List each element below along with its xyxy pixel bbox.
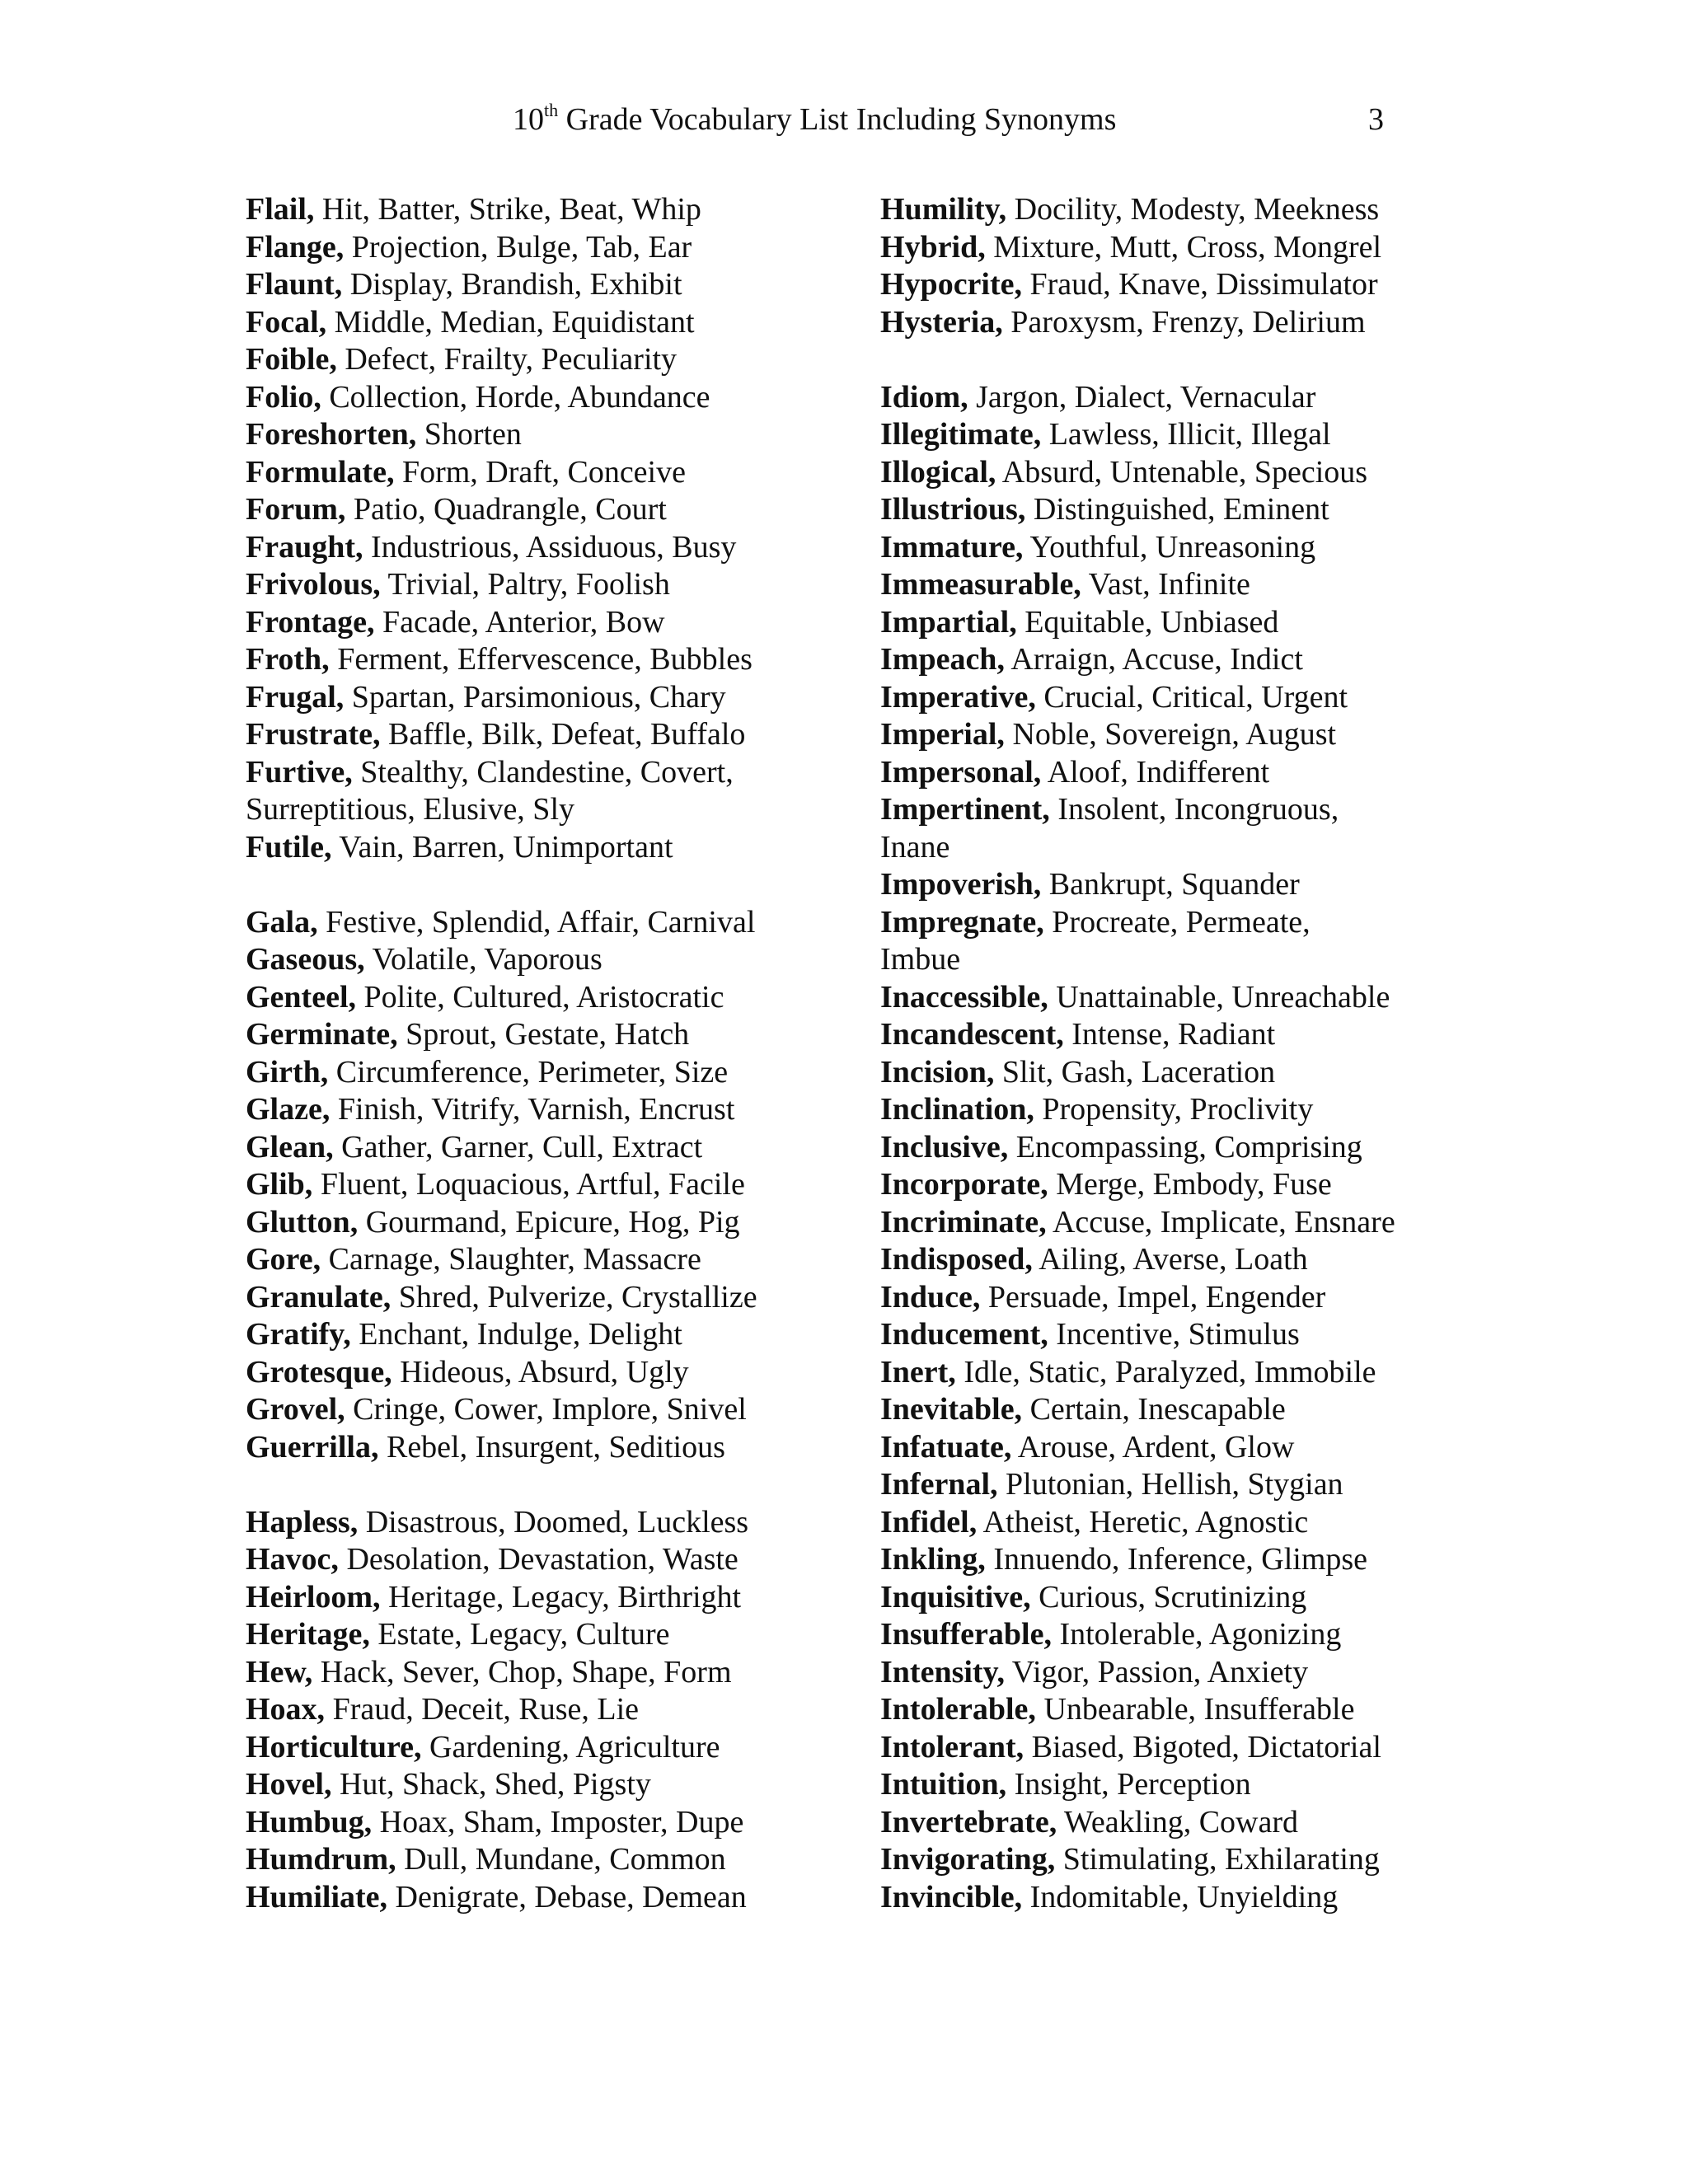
vocab-entry bbox=[880, 1879, 1457, 1917]
vocab-synonyms: Dull, Mundane, Common bbox=[396, 1842, 726, 1877]
vocab-entry bbox=[880, 379, 1457, 417]
vocab-synonyms: Equitable, Unbiased bbox=[1016, 604, 1279, 640]
vocab-synonyms: Lawless, Illicit, Illegal bbox=[1041, 417, 1331, 452]
vocab-term: Infatuate, bbox=[880, 1429, 1012, 1465]
vocab-term: Formulate, bbox=[246, 454, 395, 490]
vocab-term: Foreshorten, bbox=[246, 417, 417, 452]
vocab-entry bbox=[246, 641, 823, 679]
vocab-synonyms: Enchant, Indulge, Delight bbox=[350, 1317, 682, 1352]
title-rest: Grade Vocabulary List Including Synonyms bbox=[558, 102, 1117, 137]
vocab-entry bbox=[246, 1541, 823, 1579]
vocab-term: Glutton, bbox=[246, 1204, 359, 1240]
vocab-term: Intensity, bbox=[880, 1654, 1005, 1690]
vocab-term: Flail, bbox=[246, 192, 315, 227]
vocab-synonyms: Unattainable, Unreachable bbox=[1048, 979, 1390, 1015]
vocab-term: Frontage, bbox=[246, 604, 375, 640]
vocab-synonyms: Fluent, Loquacious, Artful, Facile bbox=[312, 1167, 745, 1202]
vocab-entry bbox=[880, 529, 1457, 567]
vocab-synonyms: Youthful, Unreasoning bbox=[1023, 529, 1316, 565]
vocab-entry bbox=[246, 979, 823, 1017]
vocab-term: Inclination, bbox=[880, 1092, 1034, 1127]
vocab-entry bbox=[246, 1354, 823, 1392]
vocab-entry bbox=[246, 416, 823, 454]
vocab-entry bbox=[880, 679, 1457, 717]
vocab-entry bbox=[246, 1316, 823, 1354]
vocab-term: Infernal, bbox=[880, 1467, 998, 1502]
vocab-synonyms: Slit, Gash, Laceration bbox=[994, 1054, 1276, 1090]
vocab-synonyms: Vain, Barren, Unimportant bbox=[331, 829, 673, 865]
vocab-synonyms: Docility, Modesty, Meekness bbox=[1006, 192, 1380, 227]
vocab-entry bbox=[246, 1279, 823, 1317]
vocab-synonyms: Inane bbox=[880, 829, 950, 865]
right-column bbox=[880, 191, 1457, 1916]
vocab-term: Hoax, bbox=[246, 1692, 326, 1727]
vocab-entry bbox=[246, 1054, 823, 1092]
vocab-term: Insufferable, bbox=[880, 1617, 1052, 1652]
vocab-synonyms: Innuendo, Inference, Glimpse bbox=[985, 1542, 1368, 1577]
vocab-synonyms: Mixture, Mutt, Cross, Mongrel bbox=[985, 229, 1382, 265]
vocab-entry bbox=[880, 191, 1457, 229]
vocab-term: Immeasurable, bbox=[880, 567, 1081, 602]
vocab-synonyms: Hoax, Sham, Imposter, Dupe bbox=[372, 1804, 744, 1840]
vocab-synonyms: Form, Draft, Conceive bbox=[394, 454, 686, 490]
vocab-synonyms: Hut, Shack, Shed, Pigsty bbox=[331, 1767, 651, 1802]
vocab-entry bbox=[246, 1429, 823, 1467]
vocab-entry bbox=[246, 304, 823, 342]
vocab-synonyms: Heritage, Legacy, Birthright bbox=[380, 1579, 742, 1615]
vocab-entry bbox=[880, 1354, 1457, 1392]
vocab-synonyms: Shorten bbox=[416, 417, 522, 452]
vocab-term: Frugal, bbox=[246, 679, 345, 715]
vocab-synonyms: Facade, Anterior, Bow bbox=[374, 604, 665, 640]
title-superscript: th bbox=[544, 100, 559, 120]
vocab-synonyms: Aloof, Indifferent bbox=[1041, 754, 1270, 790]
vocab-term: Impartial, bbox=[880, 604, 1017, 640]
vocab-synonyms: Paroxysm, Frenzy, Delirium bbox=[1002, 304, 1366, 340]
vocab-entry bbox=[246, 1129, 823, 1167]
vocab-entry bbox=[880, 791, 1457, 829]
vocab-entry bbox=[880, 1129, 1457, 1167]
vocab-term: Glaze, bbox=[246, 1092, 331, 1127]
vocab-synonyms: Festive, Splendid, Affair, Carnival bbox=[317, 904, 756, 940]
vocab-synonyms: Hack, Sever, Chop, Shape, Form bbox=[312, 1654, 732, 1690]
vocab-entry bbox=[880, 904, 1457, 942]
vocab-term: Humiliate, bbox=[246, 1879, 388, 1915]
vocab-synonyms: Intolerable, Agonizing bbox=[1051, 1617, 1342, 1652]
vocab-synonyms: Intense, Radiant bbox=[1063, 1017, 1276, 1052]
vocab-synonyms: Trivial, Paltry, Foolish bbox=[380, 567, 670, 602]
vocab-entry bbox=[880, 1391, 1457, 1429]
vocab-entry bbox=[246, 1729, 823, 1767]
vocab-entry bbox=[880, 754, 1457, 792]
vocab-entry bbox=[246, 1579, 823, 1617]
vocab-term: Futile, bbox=[246, 829, 332, 865]
vocab-entry bbox=[880, 1504, 1457, 1542]
vocab-term: Hew, bbox=[246, 1654, 313, 1690]
spacer bbox=[246, 866, 823, 904]
vocab-entry bbox=[880, 716, 1457, 754]
vocab-synonyms: Shred, Pulverize, Crystallize bbox=[391, 1279, 757, 1315]
vocab-term: Idiom, bbox=[880, 379, 968, 415]
vocab-synonyms: Atheist, Heretic, Agnostic bbox=[977, 1504, 1309, 1540]
vocab-entry bbox=[246, 1654, 823, 1692]
vocab-term: Incriminate, bbox=[880, 1204, 1047, 1240]
vocab-term: Flange, bbox=[246, 229, 345, 265]
vocab-term: Impoverish, bbox=[880, 867, 1042, 902]
vocab-term: Furtive, bbox=[246, 754, 353, 790]
vocab-term: Glib, bbox=[246, 1167, 313, 1202]
vocab-synonyms: Vigor, Passion, Anxiety bbox=[1004, 1654, 1309, 1690]
vocab-entry bbox=[246, 1241, 823, 1279]
vocab-entry bbox=[880, 1466, 1457, 1504]
vocab-entry bbox=[880, 1804, 1457, 1842]
vocab-entry bbox=[880, 1766, 1457, 1804]
vocab-synonyms: Hideous, Absurd, Ugly bbox=[392, 1354, 689, 1390]
vocab-entry bbox=[246, 529, 823, 567]
vocab-term: Heirloom, bbox=[246, 1579, 381, 1615]
vocab-entry bbox=[880, 1541, 1457, 1579]
vocab-synonyms: Surreptitious, Elusive, Sly bbox=[246, 792, 574, 827]
vocab-entry bbox=[880, 566, 1457, 604]
vocab-synonyms: Biased, Bigoted, Dictatorial bbox=[1024, 1729, 1381, 1765]
vocab-term: Girth, bbox=[246, 1054, 329, 1090]
vocab-term: Incandescent, bbox=[880, 1017, 1064, 1052]
vocab-term: Gratify, bbox=[246, 1317, 351, 1352]
vocab-term: Foible, bbox=[246, 342, 337, 377]
vocab-entry bbox=[880, 604, 1457, 642]
vocab-synonyms: Stimulating, Exhilarating bbox=[1055, 1842, 1380, 1877]
vocab-term: Inaccessible, bbox=[880, 979, 1048, 1015]
vocab-entry bbox=[246, 229, 823, 267]
vocab-term: Horticulture, bbox=[246, 1729, 422, 1765]
vocab-term: Froth, bbox=[246, 642, 330, 677]
vocab-synonyms: Baffle, Bilk, Defeat, Buffalo bbox=[380, 717, 746, 752]
vocab-synonyms: Carnage, Slaughter, Massacre bbox=[321, 1242, 701, 1277]
vocab-entry bbox=[246, 566, 823, 604]
title-prefix: 10 bbox=[513, 102, 544, 137]
vocab-entry bbox=[246, 754, 823, 792]
vocab-synonyms: Gardening, Agriculture bbox=[421, 1729, 720, 1765]
vocab-term: Intuition, bbox=[880, 1767, 1007, 1802]
vocab-term: Havoc, bbox=[246, 1542, 339, 1577]
vocab-term: Hovel, bbox=[246, 1767, 332, 1802]
vocab-term: Indisposed, bbox=[880, 1242, 1033, 1277]
vocab-entry bbox=[246, 1391, 823, 1429]
vocab-term: Induce, bbox=[880, 1279, 981, 1315]
vocab-synonyms: Disastrous, Doomed, Luckless bbox=[358, 1504, 749, 1540]
vocab-entry bbox=[880, 1691, 1457, 1729]
vocab-synonyms: Denigrate, Debase, Demean bbox=[387, 1879, 747, 1915]
page-header bbox=[0, 95, 1688, 144]
vocab-synonyms: Rebel, Insurgent, Seditious bbox=[378, 1429, 725, 1465]
vocab-synonyms: Ailing, Averse, Loath bbox=[1032, 1242, 1308, 1277]
vocab-entry bbox=[880, 1579, 1457, 1617]
vocab-term: Hybrid, bbox=[880, 229, 986, 265]
vocab-entry bbox=[880, 266, 1457, 304]
vocab-entry bbox=[880, 1091, 1457, 1129]
vocab-entry bbox=[246, 191, 823, 229]
vocab-synonyms: Desolation, Devastation, Waste bbox=[338, 1542, 738, 1577]
vocab-term: Gala, bbox=[246, 904, 318, 940]
vocab-entry bbox=[880, 1016, 1457, 1054]
vocab-term: Gore, bbox=[246, 1242, 321, 1277]
vocab-synonyms: Incentive, Stimulus bbox=[1048, 1317, 1300, 1352]
vocab-entry bbox=[880, 1429, 1457, 1467]
vocab-term: Germinate, bbox=[246, 1017, 398, 1052]
vocab-term: Intolerant, bbox=[880, 1729, 1025, 1765]
vocab-synonyms: Idle, Static, Paralyzed, Immobile bbox=[955, 1354, 1376, 1390]
vocab-entry bbox=[246, 1504, 823, 1542]
vocab-entry bbox=[880, 1279, 1457, 1317]
vocab-term: Fraught, bbox=[246, 529, 363, 565]
vocab-entry bbox=[246, 1166, 823, 1204]
vocab-term: Inducement, bbox=[880, 1317, 1048, 1352]
left-column bbox=[246, 191, 823, 1916]
vocab-entry bbox=[246, 1879, 823, 1917]
vocab-entry bbox=[880, 1316, 1457, 1354]
vocab-synonyms: Middle, Median, Equidistant bbox=[326, 304, 695, 340]
vocab-entry bbox=[246, 1204, 823, 1242]
vocab-synonyms: Imbue bbox=[880, 942, 961, 977]
vocab-entry bbox=[880, 1204, 1457, 1242]
vocab-term: Guerrilla, bbox=[246, 1429, 379, 1465]
vocab-synonyms: Stealthy, Clandestine, Covert, bbox=[352, 754, 734, 790]
vocab-entry bbox=[880, 229, 1457, 267]
vocab-entry bbox=[880, 1241, 1457, 1279]
vocab-synonyms: Absurd, Untenable, Specious bbox=[996, 454, 1368, 490]
vocab-synonyms: Sprout, Gestate, Hatch bbox=[397, 1017, 690, 1052]
vocab-entry bbox=[246, 1091, 823, 1129]
vocab-term: Impregnate, bbox=[880, 904, 1044, 940]
vocab-synonyms: Gourmand, Epicure, Hog, Pig bbox=[358, 1204, 740, 1240]
vocab-synonyms: Ferment, Effervescence, Bubbles bbox=[329, 642, 753, 677]
vocab-entry bbox=[246, 454, 823, 492]
vocab-term: Impersonal, bbox=[880, 754, 1042, 790]
vocab-term: Inevitable, bbox=[880, 1392, 1023, 1427]
vocab-synonyms: Accuse, Implicate, Ensnare bbox=[1046, 1204, 1395, 1240]
vocab-synonyms: Plutonian, Hellish, Stygian bbox=[997, 1467, 1343, 1502]
vocab-synonyms: Gather, Garner, Cull, Extract bbox=[333, 1129, 703, 1165]
vocab-term: Frustrate, bbox=[246, 717, 381, 752]
vocab-term: Invigorating, bbox=[880, 1842, 1056, 1877]
vocab-term: Heritage, bbox=[246, 1617, 370, 1652]
vocab-synonyms: Estate, Legacy, Culture bbox=[369, 1617, 670, 1652]
vocab-entry bbox=[246, 1766, 823, 1804]
vocab-term: Invincible, bbox=[880, 1879, 1023, 1915]
vocab-term: Glean, bbox=[246, 1129, 334, 1165]
vocab-term: Intolerable, bbox=[880, 1692, 1036, 1727]
vocab-entry bbox=[880, 491, 1457, 529]
vocab-entry bbox=[246, 716, 823, 754]
vocab-synonyms: Jargon, Dialect, Vernacular bbox=[968, 379, 1316, 415]
vocab-synonyms: Collection, Horde, Abundance bbox=[321, 379, 710, 415]
vocab-entry bbox=[246, 1016, 823, 1054]
vocab-entry bbox=[880, 1729, 1457, 1767]
vocab-entry bbox=[880, 1616, 1457, 1654]
vocab-entry bbox=[246, 379, 823, 417]
vocab-term: Humbug, bbox=[246, 1804, 373, 1840]
vocab-term: Imperative, bbox=[880, 679, 1036, 715]
vocab-term: Illustrious, bbox=[880, 492, 1026, 527]
vocab-entry-continuation bbox=[880, 829, 1457, 867]
vocab-synonyms: Unbearable, Insufferable bbox=[1035, 1692, 1355, 1727]
vocab-synonyms: Vast, Infinite bbox=[1081, 567, 1250, 602]
vocab-entry bbox=[246, 604, 823, 642]
vocab-synonyms: Patio, Quadrangle, Court bbox=[345, 492, 667, 527]
vocab-synonyms: Propensity, Proclivity bbox=[1034, 1092, 1314, 1127]
vocab-synonyms: Insolent, Incongruous, bbox=[1049, 792, 1339, 827]
vocab-entry bbox=[880, 866, 1457, 904]
vocab-synonyms: Spartan, Parsimonious, Chary bbox=[344, 679, 726, 715]
vocab-term: Inquisitive, bbox=[880, 1579, 1031, 1615]
vocab-synonyms: Bankrupt, Squander bbox=[1041, 867, 1300, 902]
vocab-synonyms: Noble, Sovereign, August bbox=[1004, 717, 1337, 752]
vocab-term: Genteel, bbox=[246, 979, 357, 1015]
vocab-synonyms: Fraud, Deceit, Ruse, Lie bbox=[325, 1692, 640, 1727]
vocab-synonyms: Insight, Perception bbox=[1006, 1767, 1251, 1802]
vocab-term: Invertebrate, bbox=[880, 1804, 1057, 1840]
vocab-entry bbox=[246, 1841, 823, 1879]
spacer bbox=[880, 341, 1457, 379]
vocab-term: Immature, bbox=[880, 529, 1024, 565]
vocab-term: Impeach, bbox=[880, 642, 1005, 677]
vocab-term: Inert, bbox=[880, 1354, 956, 1390]
vocab-entry bbox=[880, 1841, 1457, 1879]
vocab-entry bbox=[246, 1691, 823, 1729]
vocab-entry bbox=[880, 1654, 1457, 1692]
vocab-entry bbox=[880, 304, 1457, 342]
vocab-term: Inkling, bbox=[880, 1542, 986, 1577]
vocab-synonyms: Indomitable, Unyielding bbox=[1022, 1879, 1339, 1915]
vocab-entry bbox=[880, 416, 1457, 454]
vocab-synonyms: Circumference, Perimeter, Size bbox=[328, 1054, 729, 1090]
vocab-synonyms: Arouse, Ardent, Glow bbox=[1011, 1429, 1295, 1465]
vocab-synonyms: Certain, Inescapable bbox=[1022, 1392, 1286, 1427]
vocab-term: Imperial, bbox=[880, 717, 1005, 752]
vocab-term: Hypocrite, bbox=[880, 267, 1023, 302]
vocab-synonyms: Hit, Batter, Strike, Beat, Whip bbox=[314, 192, 701, 227]
vocab-entry bbox=[880, 1054, 1457, 1092]
vocab-entry bbox=[880, 641, 1457, 679]
vocab-term: Folio, bbox=[246, 379, 321, 415]
vocab-term: Frivolous, bbox=[246, 567, 381, 602]
vocab-term: Forum, bbox=[246, 492, 346, 527]
vocab-synonyms: Arraign, Accuse, Indict bbox=[1004, 642, 1303, 677]
vocab-synonyms: Projection, Bulge, Tab, Ear bbox=[344, 229, 692, 265]
vocab-synonyms: Encompassing, Comprising bbox=[1008, 1129, 1362, 1165]
vocab-term: Grotesque, bbox=[246, 1354, 392, 1390]
vocab-synonyms: Procreate, Permeate, bbox=[1043, 904, 1311, 940]
vocab-term: Gaseous, bbox=[246, 942, 365, 977]
vocab-entry bbox=[246, 904, 823, 942]
vocab-synonyms: Fraud, Knave, Dissimulator bbox=[1022, 267, 1378, 302]
vocab-entry-continuation bbox=[880, 941, 1457, 979]
vocab-term: Flaunt, bbox=[246, 267, 343, 302]
vocab-term: Incorporate, bbox=[880, 1167, 1048, 1202]
vocab-entry bbox=[880, 1166, 1457, 1204]
vocab-term: Humility, bbox=[880, 192, 1007, 227]
vocab-synonyms: Merge, Embody, Fuse bbox=[1048, 1167, 1332, 1202]
vocab-synonyms: Display, Brandish, Exhibit bbox=[342, 267, 682, 302]
vocab-term: Focal, bbox=[246, 304, 327, 340]
vocab-entry bbox=[246, 341, 823, 379]
vocab-entry-continuation bbox=[246, 791, 823, 829]
vocab-term: Humdrum, bbox=[246, 1842, 396, 1877]
vocab-term: Inclusive, bbox=[880, 1129, 1009, 1165]
vocab-synonyms: Polite, Cultured, Aristocratic bbox=[356, 979, 724, 1015]
vocab-term: Grovel, bbox=[246, 1392, 345, 1427]
vocab-synonyms: Finish, Vitrify, Varnish, Encrust bbox=[330, 1092, 735, 1127]
vocab-term: Illegitimate, bbox=[880, 417, 1042, 452]
vocab-entry bbox=[246, 1616, 823, 1654]
vocab-synonyms: Volatile, Vaporous bbox=[364, 942, 603, 977]
vocab-synonyms: Crucial, Critical, Urgent bbox=[1035, 679, 1348, 715]
vocab-synonyms: Distinguished, Eminent bbox=[1025, 492, 1329, 527]
vocab-entry bbox=[246, 266, 823, 304]
vocab-term: Granulate, bbox=[246, 1279, 392, 1315]
vocab-synonyms: Defect, Frailty, Peculiarity bbox=[336, 342, 678, 377]
vocab-term: Incision, bbox=[880, 1054, 995, 1090]
vocab-entry bbox=[246, 1804, 823, 1842]
vocab-entry bbox=[246, 829, 823, 867]
vocab-term: Impertinent, bbox=[880, 792, 1050, 827]
vocab-entry bbox=[246, 679, 823, 717]
vocab-synonyms: Cringe, Cower, Implore, Snivel bbox=[345, 1392, 747, 1427]
vocab-term: Hapless, bbox=[246, 1504, 359, 1540]
vocab-term: Infidel, bbox=[880, 1504, 978, 1540]
vocab-synonyms: Industrious, Assiduous, Busy bbox=[363, 529, 737, 565]
vocab-term: Illogical, bbox=[880, 454, 996, 490]
vocab-entry bbox=[246, 941, 823, 979]
vocab-synonyms: Weakling, Coward bbox=[1057, 1804, 1298, 1840]
page-title bbox=[513, 95, 1116, 144]
vocab-synonyms: Persuade, Impel, Engender bbox=[980, 1279, 1326, 1315]
vocab-entry bbox=[246, 491, 823, 529]
page-number: 3 bbox=[1368, 102, 1384, 137]
vocab-term: Hysteria, bbox=[880, 304, 1003, 340]
spacer bbox=[246, 1466, 823, 1504]
vocab-entry bbox=[880, 454, 1457, 492]
vocab-entry bbox=[880, 979, 1457, 1017]
vocab-synonyms: Curious, Scrutinizing bbox=[1030, 1579, 1307, 1615]
